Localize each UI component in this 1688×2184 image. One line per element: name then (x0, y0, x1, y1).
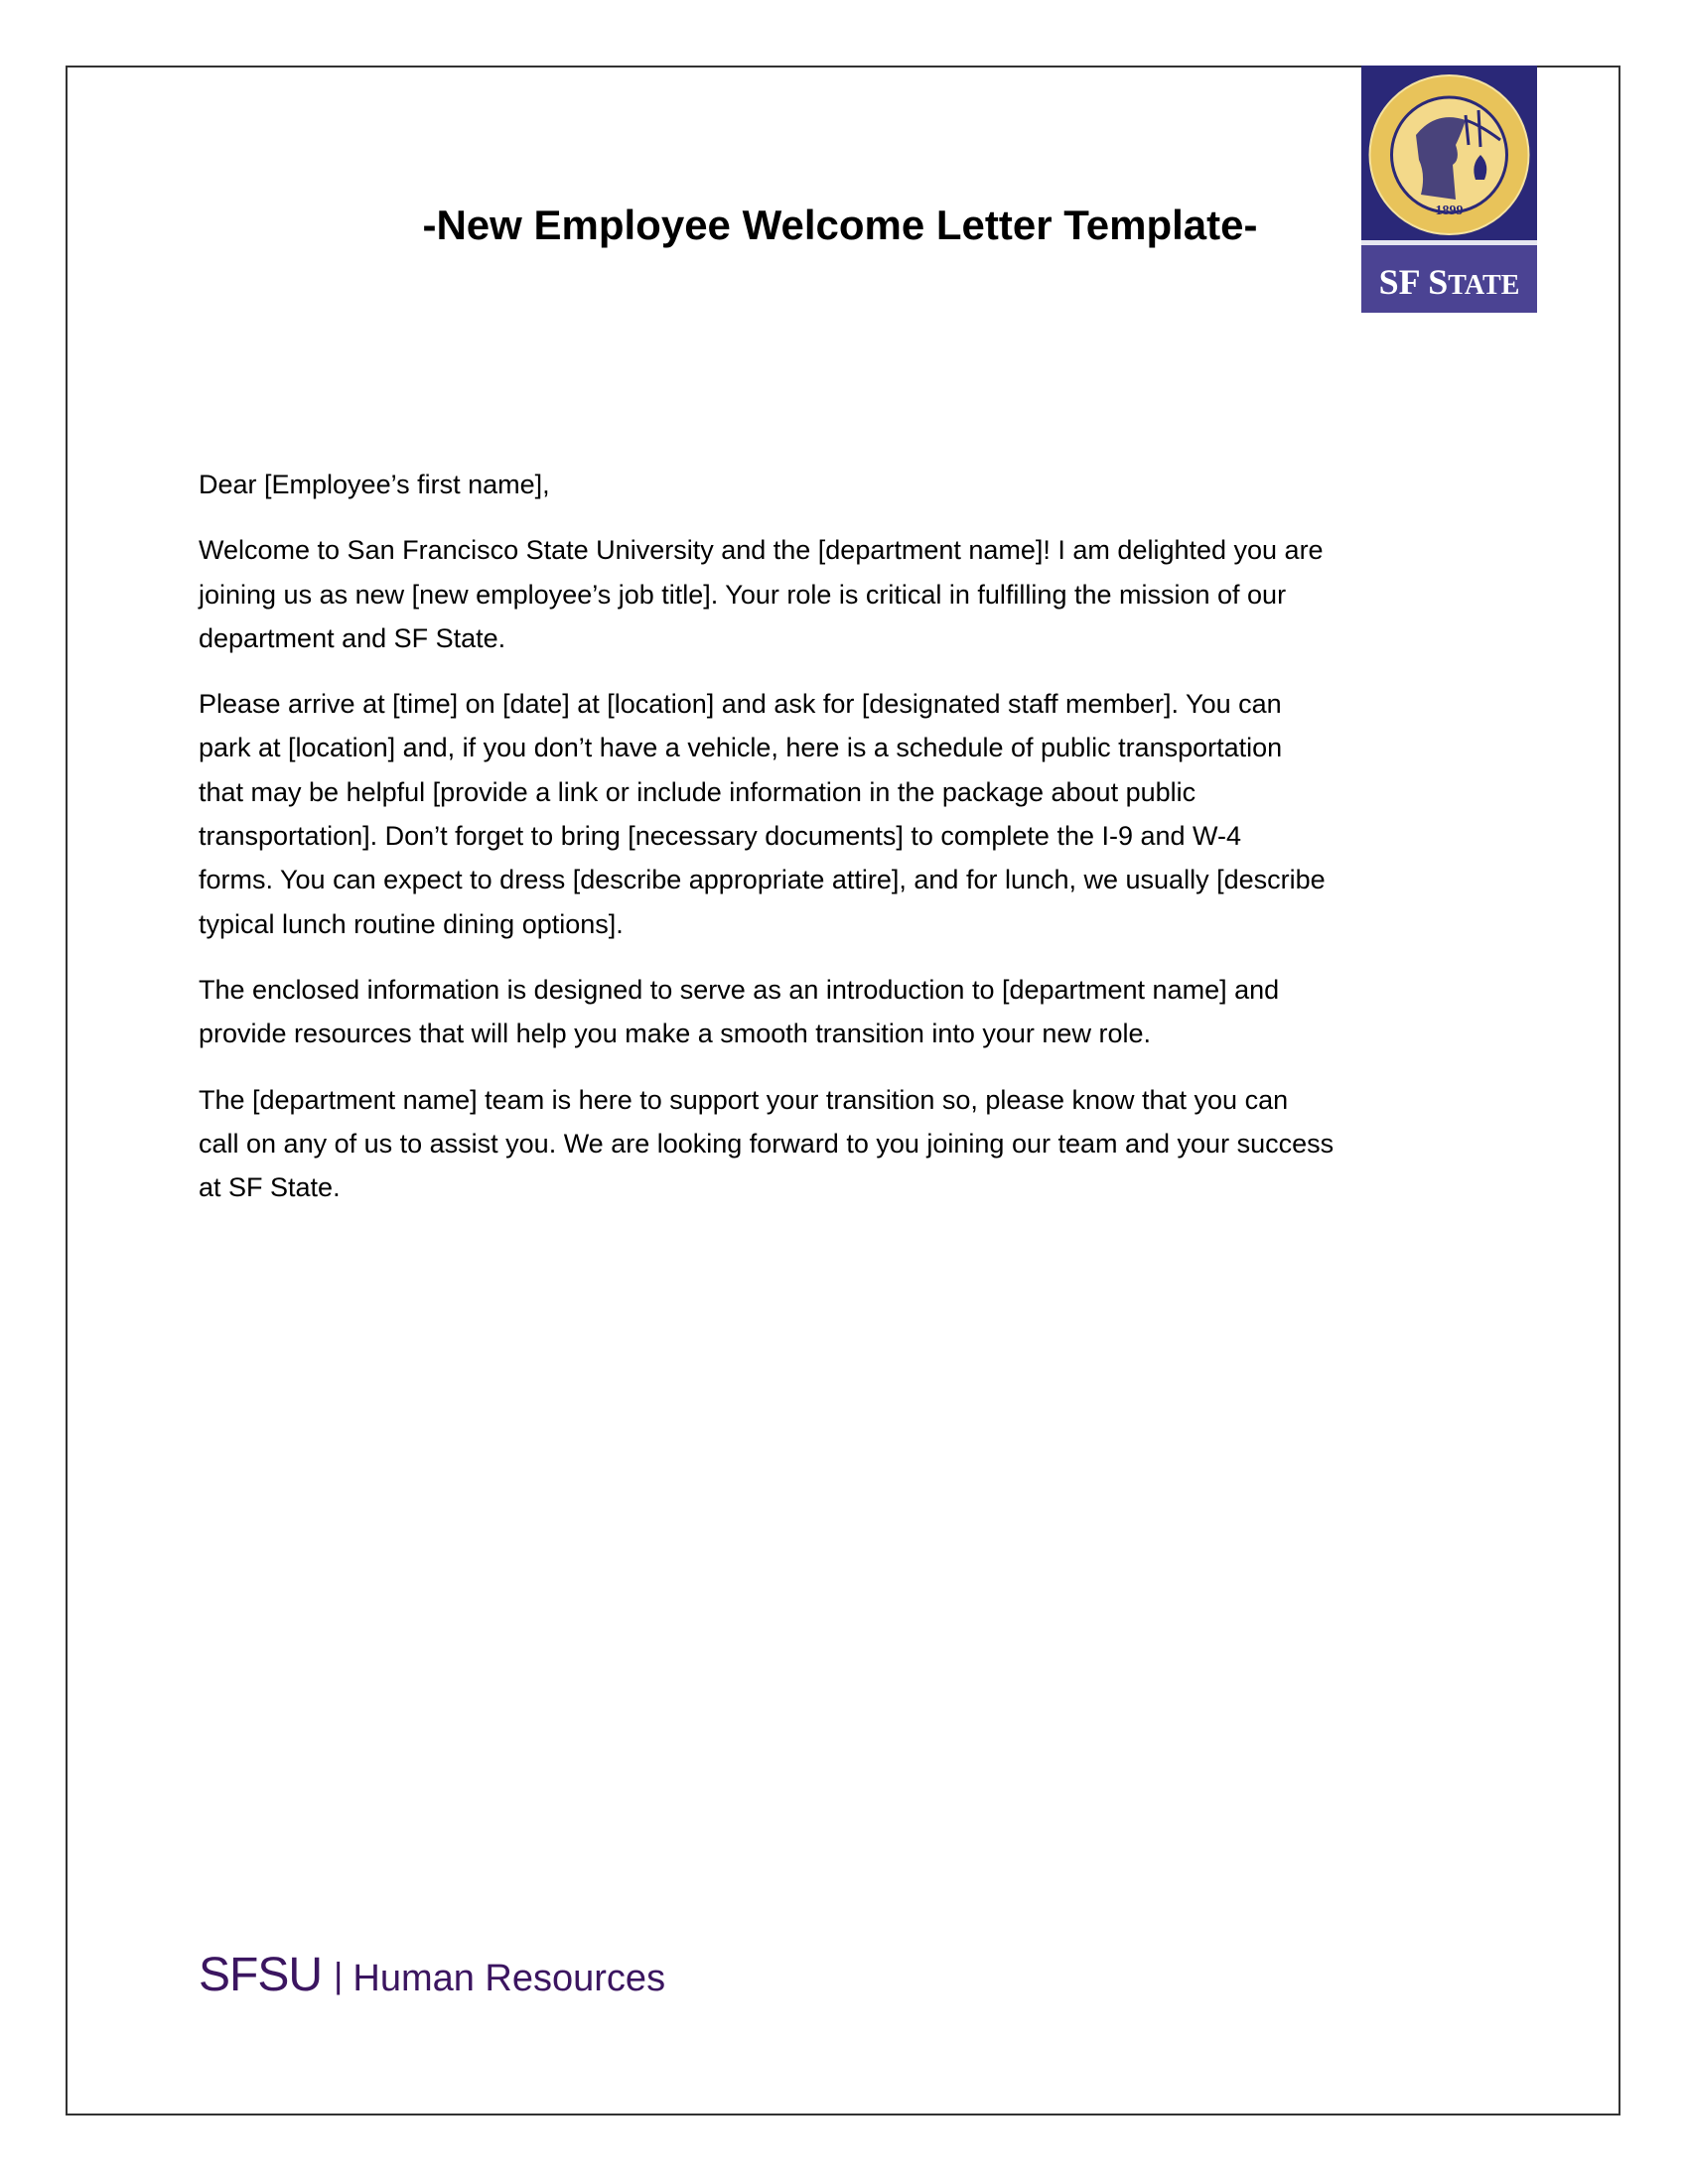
paragraph-line: park at [location] and, if you don’t have a vehicle, here is a schedule of public transportation (199, 733, 1283, 763)
paragraph-line: that may be helpful [provide a link or include information in the package about public (199, 776, 1196, 807)
paragraph-line: department and SF State. (199, 622, 506, 653)
paragraph (199, 682, 1334, 946)
paragraph (199, 968, 1334, 1056)
document-title: -New Employee Welcome Letter Template- (422, 202, 1258, 248)
letter-body (199, 463, 1334, 1231)
paragraph-line: joining us as new [new employee’s job title]. Your role is critical in fulfilling the mission of our (199, 579, 1287, 610)
paragraph-line: provide resources that will help you make a smooth transition into your new role. (199, 1019, 1151, 1049)
paragraph-line: call on any of us to assist you. We are looking forward to you joining our team and your success (199, 1128, 1335, 1159)
footer-sfsu: SFSU (199, 1949, 323, 2001)
paragraph-line: The enclosed information is designed to serve as an introduction to [department name] and (199, 974, 1280, 1005)
footer-unit: Human Resources (352, 1958, 666, 1999)
footer-brand (199, 1948, 665, 2002)
paragraph (199, 1078, 1334, 1210)
paragraph-line: Welcome to San Francisco State University and the [department name]! I am delighted you are (199, 535, 1324, 566)
sf-state-logo (1361, 66, 1537, 313)
paragraph-line: forms. You can expect to dress [describe appropriate attire], and for lunch, we usually [describe (199, 865, 1326, 895)
svg-text:SF STATE: SF STATE (1378, 262, 1520, 302)
paragraph-line: typical lunch routine dining options]. (199, 908, 624, 939)
salutation: Dear [Employee’s first name], (199, 470, 550, 499)
footer-separator: | (334, 1955, 344, 1995)
paragraph-line: Please arrive at [time] on [date] at [location] and ask for [designated staff member]. You can (199, 689, 1282, 720)
paragraph (199, 528, 1334, 660)
paragraph-line: at SF State. (199, 1172, 341, 1203)
svg-text:·1899·: ·1899· (1430, 204, 1469, 218)
paragraph-line: transportation]. Don’t forget to bring [necessary documents] to complete the I-9 and W-4 (199, 821, 1242, 852)
paragraph-line: The [department name] team is here to support your transition so, please know that you can (199, 1084, 1289, 1115)
